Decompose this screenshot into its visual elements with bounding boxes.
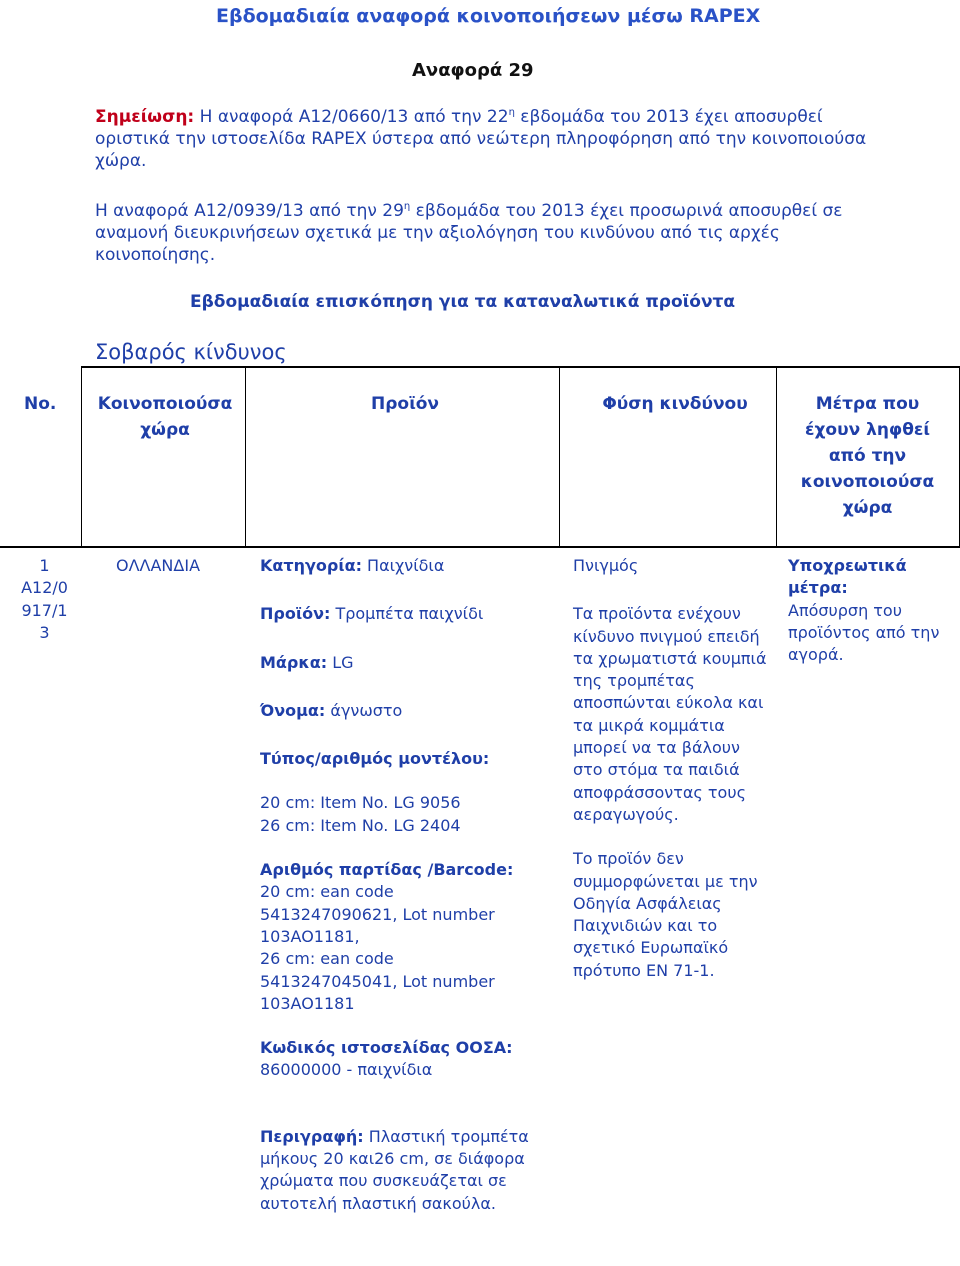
product-line: Προϊόν: Τρομπέτα παιχνίδι [260, 604, 484, 624]
header-bottom-border [0, 546, 960, 548]
model-line: 26 cm: Item No. LG 2404 [260, 815, 461, 835]
row-product-details [260, 555, 560, 1215]
row-country: ΟΛΛΑΝΔΙΑ [116, 556, 201, 575]
column-divider [559, 366, 560, 546]
header-no: No. [24, 394, 57, 414]
column-divider [81, 366, 82, 546]
risk-type: Πνιγμός [573, 556, 639, 575]
document-title: Εβδομαδιαία αναφορά κοινοποιήσεων μέσω RAPEX [216, 5, 761, 27]
row-risk [573, 555, 773, 982]
description: Περιγραφή: Πλαστική τρομπέτα μήκους 20 και26 cm, σε διάφορα χρώματα που συσκευάζεται σε αυτοτελή πλαστική σακούλα. [260, 1126, 529, 1213]
note-withdrawn: Σημείωση: Η αναφορά A12/0660/13 από την $22^\eta$ εβδομάδα του 2013 έχει αποσυρθεί οριστικά την ιστοσελίδα RAPEX ύστερα από νεώτερη πληροφόρηση από την κοινοποιούσα χώρα. [95, 107, 867, 171]
category-line: Κατηγορία: Παιχνίδια [260, 556, 445, 575]
note-label: Σημείωση: [95, 107, 195, 127]
header-measures: Μέτρα που έχουν ληφθεί από την κοινοποιούσα χώρα [800, 394, 935, 518]
risk-description: Τα προϊόντα ενέχουν κίνδυνο πνιγμού επειδή τα χρωματιστά κουμπιά της τρομπέτας αποσπώνται εύκολα και τα μικρά κομμάτια μπορεί να τα βάλουν στο στόμα τα παιδιά αποφράσσοντας τους αεραγωγούς. [573, 604, 767, 824]
overview-title: Εβδομαδιαία επισκόπηση για τα καταναλωτικά προϊόντα [190, 292, 736, 312]
note-temporary-withdrawal: Η αναφορά A12/0939/13 από την $29^\eta$ εβδομάδα του 2013 έχει προσωρινά αποσυρθεί σε αναμονή διευκρινήσεων σχετικά με την αξιολόγηση του κινδύνου από τις αρχές κοινοποίησης. [95, 201, 843, 265]
oecd-line: 86000000 - παιχνίδια [260, 1060, 433, 1080]
row-measures [788, 555, 953, 666]
header-country: Κοινοποιούσα χώρα [97, 394, 233, 440]
measures-text: Απόσυρση του προϊόντος από την αγορά. [788, 600, 940, 665]
batch-label: Αριθμός παρτίδας /Barcode: [260, 860, 514, 880]
model-line: 20 cm: Item No. LG 9056 [260, 793, 461, 813]
header-product: Προϊόν [371, 394, 439, 414]
risk-compliance: Το προϊόν δεν συμμορφώνεται με την Οδηγία Ασφάλειας Παιχνιδιών και το σχετικό Ευρωπαϊκό πρότυπο EN 71-1. [573, 849, 758, 980]
risk-level-heading: Σοβαρός κίνδυνος [95, 340, 287, 364]
column-divider [776, 366, 777, 546]
batch-line: 26 cm: ean code [260, 949, 394, 969]
header-risk: Φύση κινδύνου [602, 394, 748, 414]
name-line: Όνομα: άγνωστο [260, 700, 403, 720]
brand-line: Μάρκα: LG [260, 652, 354, 672]
batch-line: 20 cm: ean code [260, 882, 394, 902]
oecd-label: Κωδικός ιστοσελίδας ΟΟΣΑ: [260, 1038, 513, 1058]
batch-line: 5413247045041, Lot number [260, 971, 495, 991]
model-label: Τύπος/αριθμός μοντέλου: [260, 749, 490, 769]
batch-line: 103AO1181, [260, 926, 360, 946]
column-divider [245, 366, 246, 546]
table-top-border [81, 366, 960, 368]
report-number: Αναφορά 29 [412, 60, 534, 81]
measures-label: Υποχρεωτικά μέτρα: [788, 556, 907, 598]
row-number: 1 A12/0 917/1 3 [21, 556, 68, 642]
batch-line: 5413247090621, Lot number [260, 904, 495, 924]
batch-line: 103AO1181 [260, 993, 355, 1013]
